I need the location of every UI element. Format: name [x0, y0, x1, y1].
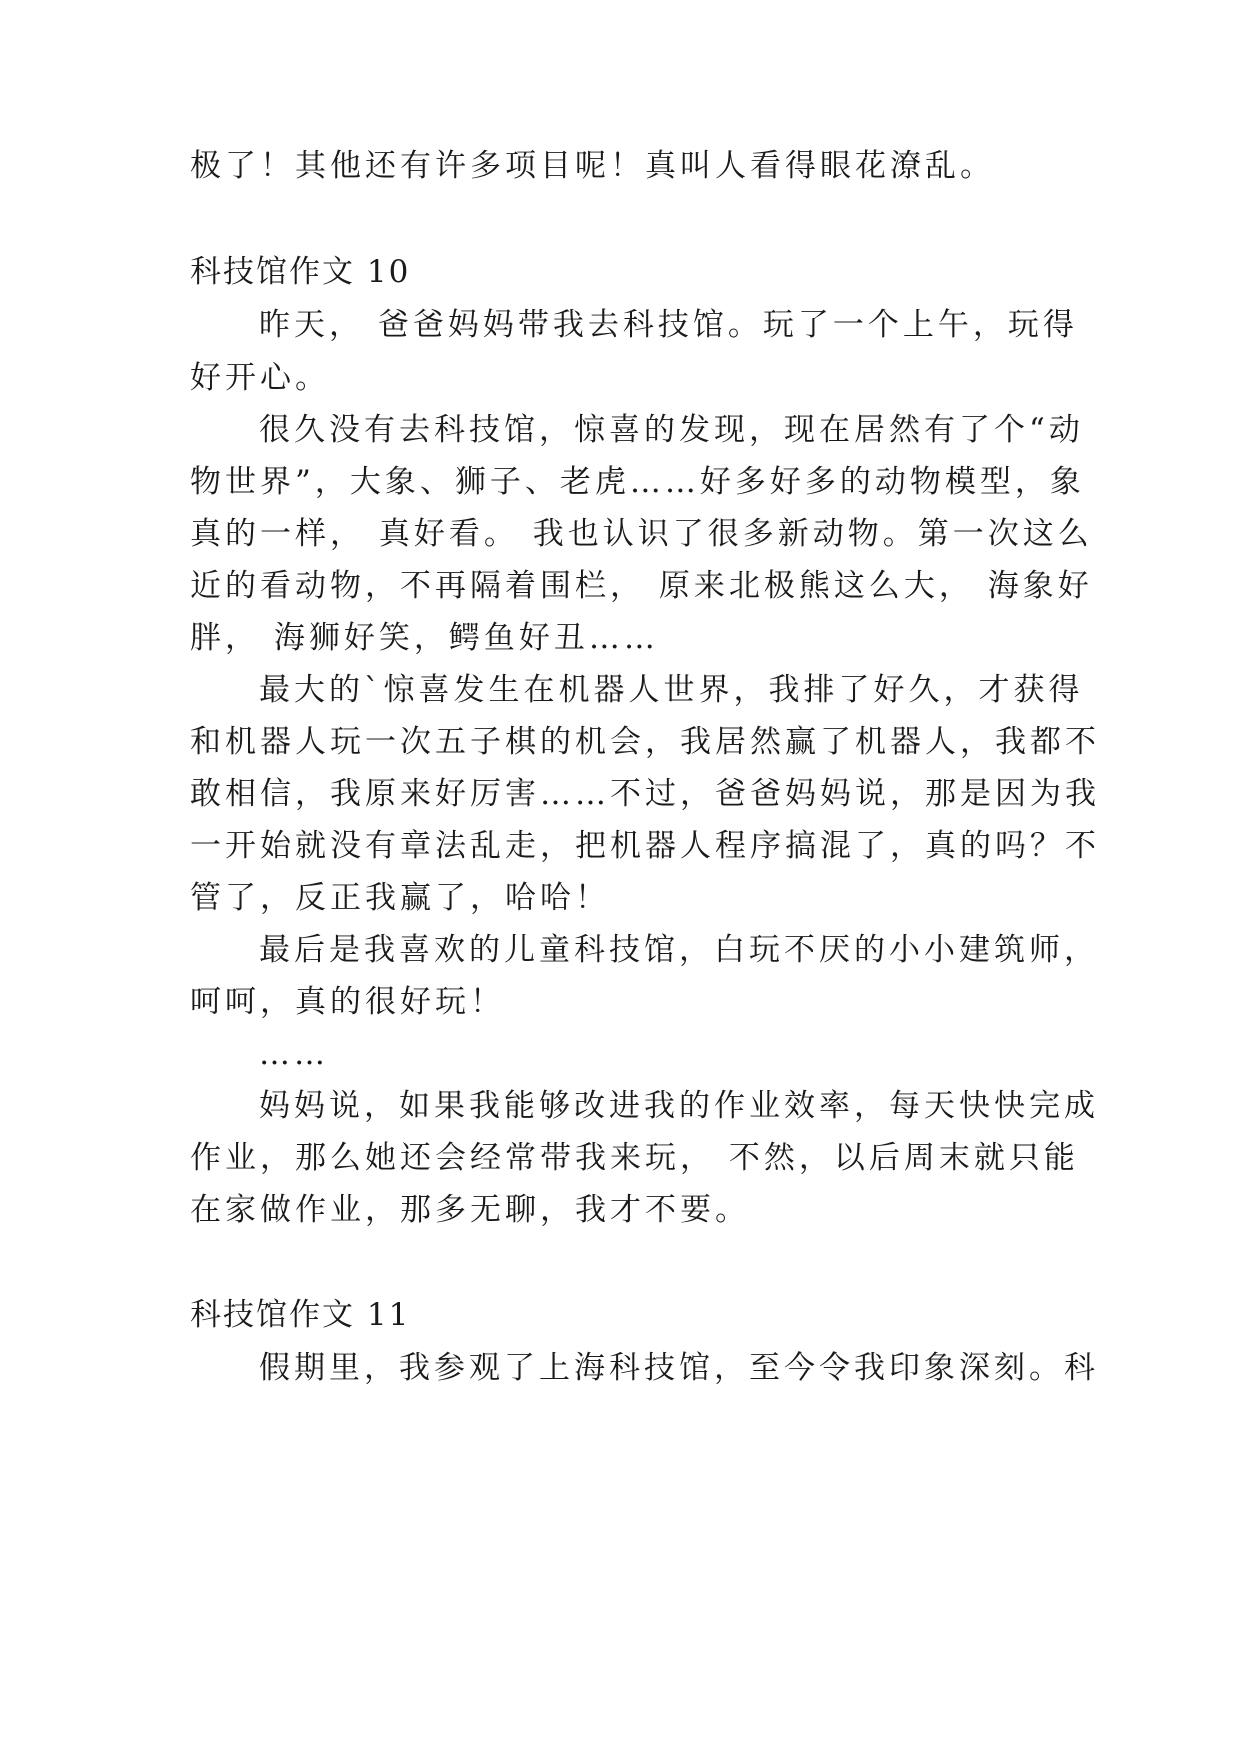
paragraph-line: 极了！其他还有许多项目呢！真叫人看得眼花潦乱。	[190, 148, 995, 184]
paragraph-line: 和机器人玩一次五子棋的机会，我居然赢了机器人，我都不	[190, 724, 1100, 760]
essay-title: 科技馆作文 11	[190, 1297, 411, 1333]
paragraph-line: 呵呵，真的很好玩！	[190, 984, 505, 1020]
paragraph-line: 敢相信，我原来好厉害……不过，爸爸妈妈说，那是因为我	[190, 776, 1100, 812]
paragraph-line: 物世界”，大象、狮子、老虎……好多好多的动物模型，象	[190, 464, 1085, 500]
paragraph-line: 妈妈说，如果我能够改进我的作业效率，每天快快完成	[259, 1088, 1099, 1124]
paragraph-line: 作业，那么她还会经常带我来玩， 不然，以后周末就只能	[190, 1140, 1079, 1176]
paragraph-line: 假期里，我参观了上海科技馆，至今令我印象深刻。科	[259, 1350, 1099, 1386]
paragraph-line: 一开始就没有章法乱走，把机器人程序搞混了，真的吗？不	[190, 828, 1100, 864]
paragraph-line: 好开心。	[190, 360, 330, 396]
paragraph-line: 很久没有去科技馆，惊喜的发现，现在居然有了个“动	[259, 412, 1084, 448]
paragraph-line: 真的一样， 真好看。 我也认识了很多新动物。第一次这么	[190, 516, 1093, 552]
paragraph-line: 管了，反正我赢了，哈哈！	[190, 880, 610, 916]
paragraph-line: 近的看动物，不再隔着围栏， 原来北极熊这么大， 海象好	[190, 568, 1093, 604]
paragraph-line: 最后是我喜欢的儿童科技馆，白玩不厌的小小建筑师，	[259, 932, 1099, 968]
paragraph-line: 最大的`惊喜发生在机器人世界，我排了好久，才获得	[259, 672, 1084, 708]
essay-title: 科技馆作文 10	[190, 254, 411, 290]
paragraph-line: 胖， 海狮好笑，鳄鱼好丑……	[190, 620, 659, 656]
paragraph-line: 在家做作业，那多无聊，我才不要。	[190, 1192, 750, 1228]
ellipsis-line: ……	[259, 1036, 329, 1072]
paragraph-line: 昨天， 爸爸妈妈带我去科技馆。玩了一个上午，玩得	[259, 307, 1078, 343]
